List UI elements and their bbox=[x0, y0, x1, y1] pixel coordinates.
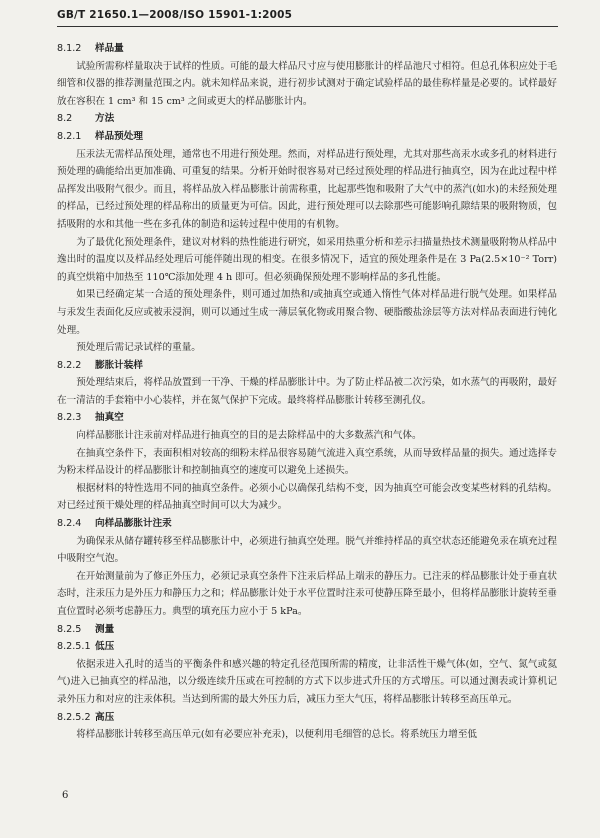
section-title: 高压 bbox=[95, 711, 115, 723]
body-paragraph: 在抽真空条件下，表面积相对较高的细粉末样品很容易随气流进入真空系统，从而导致样品量的损失。通过选择专为粉末样品设计的样品膨胀计和控制抽真空的速度可以避免上述损失。 bbox=[57, 447, 557, 477]
section-number: 8.2.3 bbox=[57, 412, 82, 424]
section-heading bbox=[57, 357, 557, 375]
section-title: 样品量 bbox=[95, 43, 124, 54]
body-paragraph: 在开始测量前为了修正外压力，必须记录真空条件下注汞后样品上端汞的静压力。已注汞的样品膨胀计处于垂直状态时，注汞压力是外压力和静压力之和；样品膨胀计处于水平位置时注汞可使静压降至最小，但将样品膨胀计旋转至垂直位置时必须考虑静压力。典型的填充压力应小于 5 kPa。 bbox=[57, 570, 557, 617]
document-body bbox=[57, 40, 557, 744]
section-heading bbox=[57, 409, 557, 427]
section-heading bbox=[57, 621, 557, 639]
section-title: 膨胀计装样 bbox=[95, 359, 143, 371]
section-heading bbox=[57, 709, 557, 727]
section-number: 8.2.5 bbox=[57, 623, 82, 635]
body-paragraph: 将样品膨胀计转移至高压单元(如有必要应补充汞)，以便利用毛细管的总长。将系统压力增至低 bbox=[76, 729, 478, 741]
body-paragraph: 依据汞进入孔时的适当的平衡条件和感兴趣的特定孔径范围所需的精度，让非活性干燥气体(如，空气、氮气或氦气)进入已抽真空的样品池，以分级连续升压或在可控制的方式下以步进式升压的方式增压。可以通过测表或计算机记录外压力和对应的注汞体积。当达到所需的最大外压力后，减压力至大气压，将样品膨胀计转移至高压单元。 bbox=[57, 658, 557, 705]
section-title: 样品预处理 bbox=[95, 130, 143, 142]
section-number: 8.2.5.2 bbox=[57, 711, 91, 723]
section-heading bbox=[57, 128, 557, 146]
section-title: 方法 bbox=[95, 113, 115, 125]
section-number: 8.2 bbox=[57, 113, 73, 125]
standard-header: GB/T 21650.1—2008/ISO 15901-1:2005 bbox=[57, 9, 293, 21]
section-heading bbox=[57, 638, 557, 656]
header-rule bbox=[57, 26, 558, 27]
section-heading bbox=[57, 40, 557, 58]
section-number: 8.1.2 bbox=[57, 43, 82, 54]
section-number: 8.2.2 bbox=[57, 359, 82, 371]
body-paragraph: 为了最优化预处理条件，建议对材料的热性能进行研究，如采用热重分析和差示扫描量热技术测量吸附物从样品中逸出时的温度以及样品经处理后可能伴随出现的相变。在很多情况下，适宜的预处理条件是在 3 Pa(2.5×10⁻² Torr)的真空烘箱中加热至 110℃添加处理 4 h 即可。但必须确保预处理不影响样品的多孔性能。 bbox=[57, 236, 557, 283]
section-title: 抽真空 bbox=[95, 412, 124, 424]
section-heading bbox=[57, 110, 557, 128]
body-paragraph: 压汞法无需样品预处理，通常也不用进行预处理。然而，对样品进行预处理，尤其对那些高汞水或多孔的材料进行预处理的确能给出更加准确、可重复的结果。分析开始时很容易对已经过预处理的样品进行抽真空，因为在此过程中样品挥发出吸附气很少。而且，将样品放入样品膨胀计前需称重，比起那些饱和吸附了大气中的蒸汽(如水)的未经预处理的样品，已经过预处理的样品称出的质量更为可信。因此，进行预处理可以去除那些可能影响孔隙结果的吸附物质，包括吸附的水和其他一些在多孔体的制造和运转过程中使用的有机物。 bbox=[57, 148, 557, 230]
page-number: 6 bbox=[62, 790, 69, 801]
body-paragraph: 试验所需称样量取决于试样的性质。可能的最大样品尺寸应与使用膨胀计的样品池尺寸相符。但总孔体积应处于毛细管和仪器的推荐测量范围之内。就未知样品来说，进行初步试测对于确定试验样品的最佳称样量是必要的。试样最好放在容积在 1 cm³ 和 15 cm³ 之间或更大的样品膨胀计内。 bbox=[57, 60, 557, 107]
section-number: 8.2.1 bbox=[57, 130, 82, 142]
section-number: 8.2.4 bbox=[57, 518, 82, 530]
body-paragraph: 预处理后需记录试样的重量。 bbox=[76, 342, 201, 354]
body-paragraph: 为确保汞从储存罐转移至样品膨胀计中，必须进行抽真空处理。脱气并维持样品的真空状态还能避免汞在填充过程中吸附空气泡。 bbox=[57, 535, 557, 565]
body-paragraph: 预处理结束后，将样品放置到一干净、干燥的样品膨胀计中。为了防止样品被二次污染，如水蒸气的再吸附，最好在一清洁的手套箱中小心装样，并在氮气保护下完成。最终将样品膨胀计转移至测孔仪。 bbox=[57, 377, 557, 406]
section-title: 向样品膨胀计注汞 bbox=[95, 518, 172, 530]
section-heading bbox=[57, 515, 557, 533]
section-title: 测量 bbox=[95, 623, 115, 635]
body-paragraph: 向样品膨胀计注汞前对样品进行抽真空的目的是去除样品中的大多数蒸汽和气体。 bbox=[76, 430, 422, 442]
section-number: 8.2.5.1 bbox=[57, 641, 91, 653]
body-paragraph: 根据材料的特性选用不同的抽真空条件。必须小心以确保孔结构不变，因为抽真空可能会改变某些材料的孔结构。对已经过预干燥处理的样品抽真空时间可以大为减少。 bbox=[57, 482, 557, 512]
section-title: 低压 bbox=[95, 641, 115, 653]
body-paragraph: 如果已经确定某一合适的预处理条件，则可通过加热和/或抽真空或通入惰性气体对样品进行脱气处理。如果样品与汞发生表面化反应或被汞浸润，则可以通过生成一薄层氧化物或用聚合物、硬脂酸盐涂层等方法对样品表面进行钝化处理。 bbox=[57, 289, 557, 336]
